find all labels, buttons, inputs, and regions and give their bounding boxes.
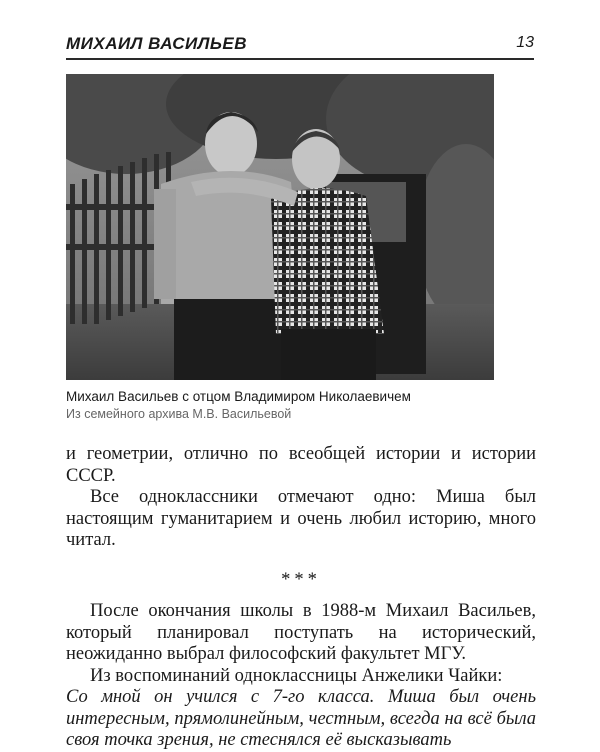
body-text xyxy=(66,444,536,752)
running-title: МИХАИЛ ВАСИЛЬЕВ xyxy=(66,34,248,53)
paragraph-1-line-1: и геометрии, отлично по всеобщей истории и истории xyxy=(66,444,536,464)
page-number: 13 xyxy=(516,34,534,51)
photo xyxy=(66,74,494,380)
caption-title: Михаил Васильев с отцом Владимиром Николаевичем xyxy=(66,389,411,404)
page-header xyxy=(66,28,534,60)
paragraph-5-quote: Со мной он учился с 7-го класса. Миша был очень интересным, прямолинейным, честным, всегда на всё была своя точка зрения, не стеснялся её высказывать xyxy=(66,687,536,750)
photo-illustration xyxy=(66,74,494,380)
paragraph-4: Из воспоминаний одноклассницы Анжелики Чайки: xyxy=(90,665,503,686)
paragraph-2: Все одноклассники отмечают одно: Миша был настоящим гуманитарием и очень любил историю, много читал. xyxy=(66,487,536,550)
header-rule xyxy=(66,58,534,60)
section-separator: *** xyxy=(281,569,321,590)
paragraph-3: После окончания школы в 1988-м Михаил Васильев, который планировал поступать на исторический, неожиданно выбрал философский факультет МГУ. xyxy=(66,601,536,664)
caption-source: Из семейного архива М.В. Васильевой xyxy=(66,407,292,421)
photo-caption xyxy=(66,388,536,423)
paragraph-1-line-2: СССР. xyxy=(66,465,116,486)
